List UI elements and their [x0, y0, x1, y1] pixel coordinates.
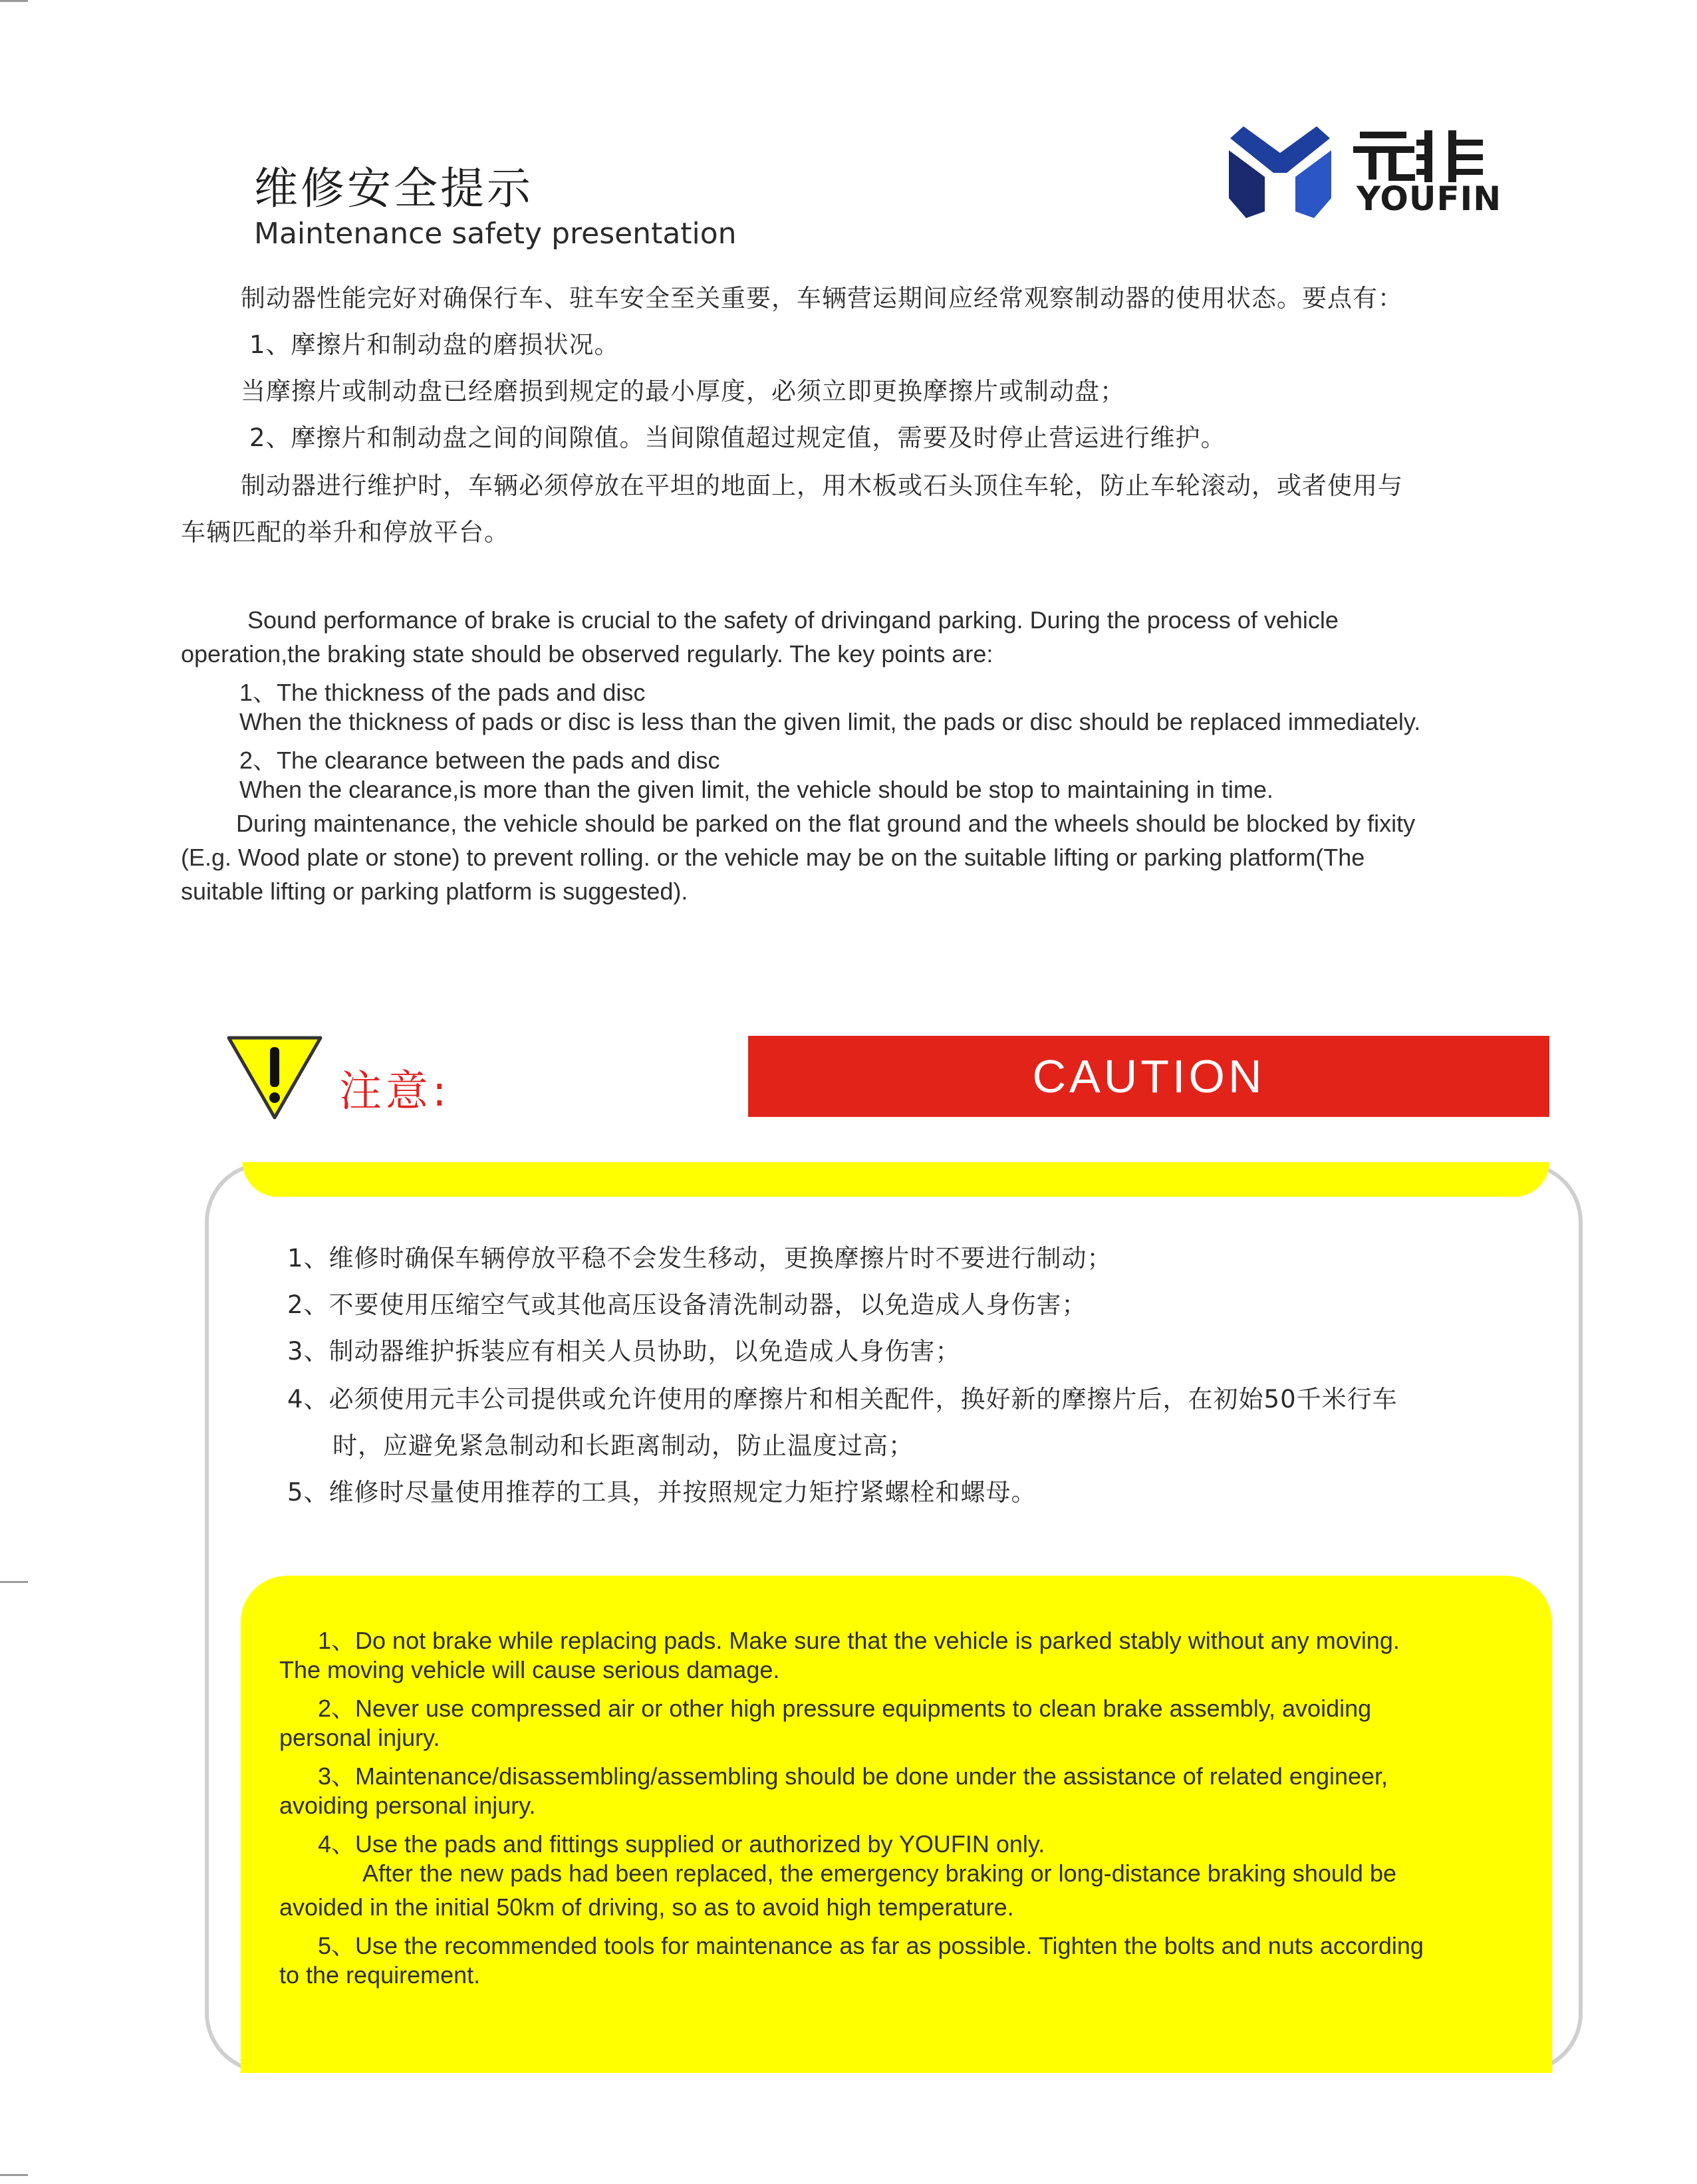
intro-cn-line: 车辆匹配的举升和停放平台。: [181, 518, 509, 546]
intro-cn-line: 制动器性能完好对确保行车、驻车安全至关重要，车辆营运期间应经常观察制动器的使用状态。要点有：: [241, 284, 1403, 312]
caution-cn-item: 4、必须使用元丰公司提供或允许使用的摩擦片和相关配件，换好新的摩擦片后，在初始50千米行车: [287, 1385, 1398, 1413]
caution-en-line: to the requirement.: [279, 1961, 481, 1989]
intro-en-line: operation,the braking state should be observed regularly. The key points are:: [181, 640, 993, 667]
caution-banner-label: CAUTION: [1032, 1050, 1265, 1102]
caution-en-line: After the new pads had been replaced, the emergency braking or long-distance braking should be: [362, 1860, 1396, 1887]
intro-cn-line: 当摩擦片或制动盘已经磨损到规定的最小厚度，必须立即更换摩擦片或制动盘；: [241, 377, 1125, 406]
intro-cn-line: 2、摩擦片和制动盘之间的间隙值。当间隙值超过规定值，需要及时停止营运进行维护。: [249, 424, 1226, 452]
crop-mark-top: [0, 0, 28, 2]
caution-en-line: 4、Use the pads and fittings supplied or authorized by YOUFIN only.: [318, 1830, 1045, 1858]
frame-top-highlight: [243, 1162, 1549, 1197]
intro-en-line: During maintenance, the vehicle should be parked on the flat ground and the wheels should be blocked by fixity: [236, 810, 1416, 837]
caution-en-line: avoiding personal injury.: [279, 1792, 536, 1819]
caution-en-line: 5、Use the recommended tools for maintenance as far as possible. Tighten the bolts and nuts according: [318, 1932, 1424, 1959]
intro-en-line: (E.g. Wood plate or stone) to prevent rolling. or the vehicle may be on the suitable lifting or parking platform(The: [181, 844, 1365, 871]
caution-cn-item: 5、维修时尽量使用推荐的工具，并按照规定力矩拧紧螺栓和螺母。: [287, 1478, 1037, 1507]
intro-cn-line: 制动器进行维护时，车辆必须停放在平坦的地面上，用木板或石头顶住车轮，防止车轮滚动，或者使用与: [241, 471, 1403, 500]
caution-en-line: avoided in the initial 50km of driving, so as to avoid high temperature.: [279, 1893, 1014, 1921]
caution-cn-item: 1、维修时确保车辆停放平稳不会发生移动，更换摩擦片时不要进行制动；: [287, 1244, 1112, 1273]
caution-banner: [748, 1036, 1549, 1117]
caution-cn-item: 2、不要使用压缩空气或其他高压设备清洗制动器，以免造成人身伤害；: [287, 1290, 1087, 1319]
caution-en-line: 3、Maintenance/disassembling/assembling should be done under the assistance of related engineer,: [318, 1762, 1388, 1790]
intro-en-line: 2、The clearance between the pads and disc: [239, 747, 720, 774]
intro-en-line: Sound performance of brake is crucial to the safety of drivingand parking. During the process of vehicle: [247, 606, 1339, 634]
caution-cn-item: 时，应避免紧急制动和长距离制动，防止温度过高；: [332, 1431, 914, 1460]
crop-mark-bottom: [0, 2174, 28, 2176]
warning-triangle-icon: [225, 1034, 325, 1122]
intro-en-line: 1、The thickness of the pads and disc: [239, 679, 646, 706]
caution-en-line: 2、Never use compressed air or other high pressure equipments to clean brake assembly, avoiding: [318, 1695, 1372, 1722]
logo-brand-en: YOUFIN: [1357, 180, 1502, 218]
caution-en-line: The moving vehicle will cause serious damage.: [279, 1656, 780, 1683]
caution-en-line: personal injury.: [279, 1724, 440, 1751]
notice-label-cn: 注意:: [339, 1067, 451, 1116]
intro-en-line: suitable lifting or parking platform is suggested).: [181, 878, 688, 905]
crop-mark-side: [0, 1581, 28, 1583]
page-title-en: Maintenance safety presentation: [254, 217, 737, 251]
page-title-cn: 维修安全提示: [254, 163, 533, 214]
caution-en-line: 1、Do not brake while replacing pads. Make sure that the vehicle is parked stably without any moving.: [318, 1627, 1400, 1654]
caution-cn-item: 3、制动器维护拆装应有相关人员协助，以免造成人身伤害；: [287, 1337, 961, 1366]
intro-cn-line: 1、摩擦片和制动盘的磨损状况。: [249, 330, 620, 359]
intro-en-line: When the clearance,is more than the given limit, the vehicle should be stop to maintaining in time.: [239, 776, 1273, 803]
intro-en-line: When the thickness of pads or disc is less than the given limit, the pads or disc should be replaced immediately.: [239, 708, 1421, 735]
